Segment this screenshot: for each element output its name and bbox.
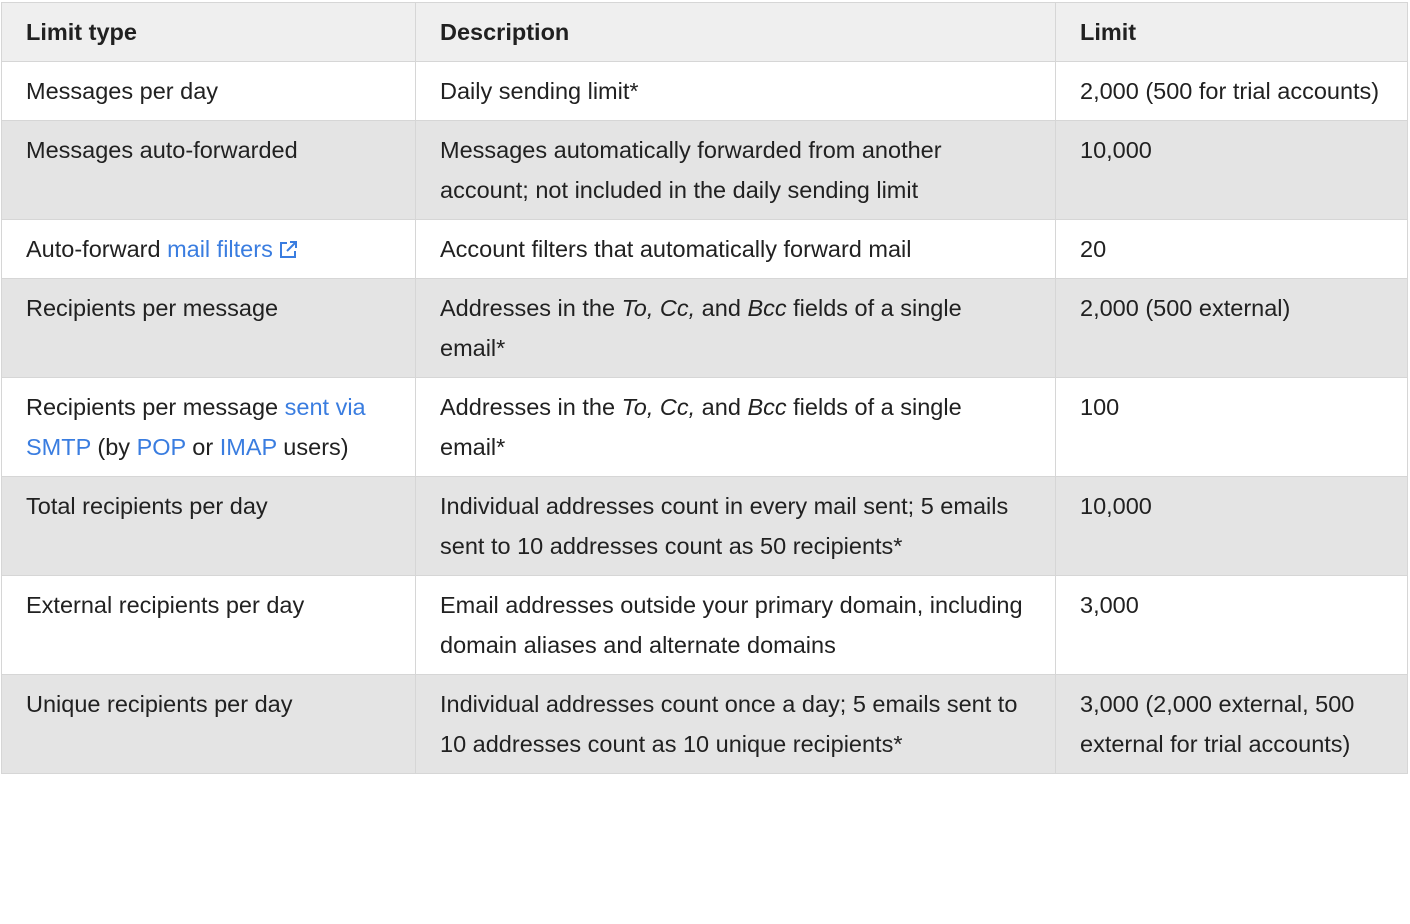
limit-type-cell: [2, 378, 416, 477]
limit-cell: 2,000 (500 external): [1056, 279, 1408, 378]
description-cell: [416, 378, 1056, 477]
sent-via-smtp-link[interactable]: sent via SMTP: [26, 394, 366, 460]
limits-table: [1, 2, 1408, 774]
limit-cell: 3,000: [1056, 576, 1408, 675]
description-cell: Account filters that automatically forward mail: [416, 220, 1056, 279]
limit-cell: 20: [1056, 220, 1408, 279]
limit-type-cell: Unique recipients per day: [2, 675, 416, 774]
limit-cell: 100: [1056, 378, 1408, 477]
table-row: [2, 121, 1408, 220]
limit-type-text: users): [276, 434, 349, 460]
imap-link[interactable]: IMAP: [219, 434, 277, 460]
description-text: fields of a single email*: [440, 394, 962, 460]
limit-cell: 10,000: [1056, 477, 1408, 576]
limit-type-cell: Total recipients per day: [2, 477, 416, 576]
description-text: fields of a single email*: [440, 295, 962, 361]
mail-filters-link-label: mail filters: [167, 236, 273, 262]
description-cell: Individual addresses count once a day; 5 emails sent to 10 addresses count as 10 unique recipients*: [416, 675, 1056, 774]
limit-type-text: (by: [90, 434, 137, 460]
column-header-limit: Limit: [1056, 3, 1408, 62]
limit-cell: 3,000 (2,000 external, 500 external for trial accounts): [1056, 675, 1408, 774]
table-row: [2, 576, 1408, 675]
table-row: [2, 675, 1408, 774]
description-emphasis: To, Cc,: [621, 394, 696, 420]
column-header-limit-type: Limit type: [2, 3, 416, 62]
description-emphasis: Bcc: [747, 394, 787, 420]
description-text: and: [695, 295, 748, 321]
table-header-row: [2, 3, 1408, 62]
table-row: [2, 477, 1408, 576]
limit-type-cell: [2, 220, 416, 279]
limit-type-cell: Messages auto-forwarded: [2, 121, 416, 220]
limit-type-cell: Messages per day: [2, 62, 416, 121]
description-cell: Email addresses outside your primary domain, including domain aliases and alternate domains: [416, 576, 1056, 675]
column-header-description: Description: [416, 3, 1056, 62]
description-cell: Daily sending limit*: [416, 62, 1056, 121]
description-emphasis: Bcc: [747, 295, 787, 321]
limit-type-cell: Recipients per message: [2, 279, 416, 378]
table-row: [2, 62, 1408, 121]
table-row: [2, 220, 1408, 279]
mail-filters-link[interactable]: [167, 236, 297, 262]
description-cell: [416, 279, 1056, 378]
limit-cell: 10,000: [1056, 121, 1408, 220]
limit-type-cell: External recipients per day: [2, 576, 416, 675]
pop-link[interactable]: POP: [136, 434, 186, 460]
limit-cell: 2,000 (500 for trial accounts): [1056, 62, 1408, 121]
description-text: Addresses in the: [440, 394, 622, 420]
limit-type-text: Auto-forward: [26, 236, 168, 262]
description-text: and: [695, 394, 748, 420]
table-row: [2, 378, 1408, 477]
description-cell: Messages automatically forwarded from another account; not included in the daily sending limit: [416, 121, 1056, 220]
description-emphasis: To, Cc,: [621, 295, 696, 321]
table-row: [2, 279, 1408, 378]
limit-type-text: or: [185, 434, 220, 460]
description-text: Addresses in the: [440, 295, 622, 321]
external-link-icon: [279, 241, 297, 259]
description-cell: Individual addresses count in every mail sent; 5 emails sent to 10 addresses count as 50 recipients*: [416, 477, 1056, 576]
limit-type-text: Recipients per message: [26, 394, 285, 420]
